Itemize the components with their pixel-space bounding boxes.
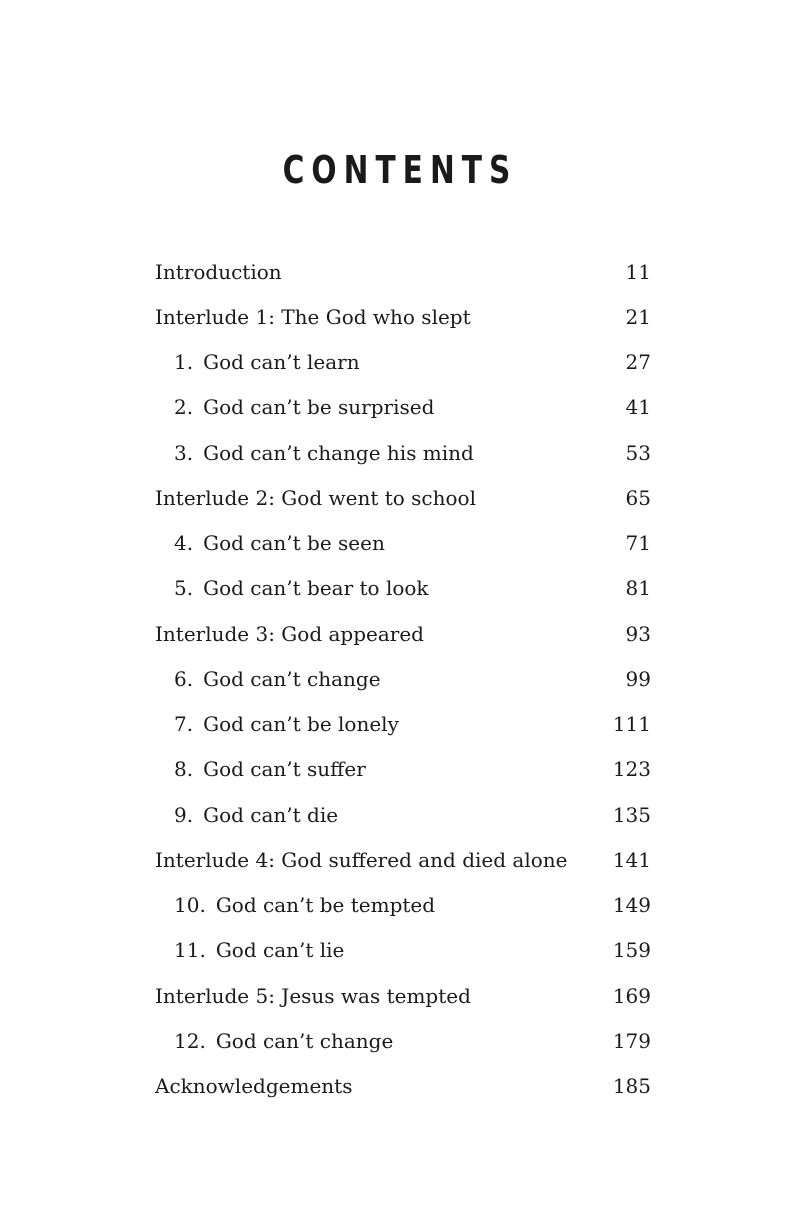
table-of-contents [155, 249, 651, 1109]
page-number: 11 [625, 259, 651, 284]
toc-entry-title [155, 1029, 393, 1053]
page-number: 111 [612, 712, 651, 737]
page-number: 81 [625, 576, 651, 601]
toc-entry-title [155, 667, 381, 691]
toc-section-entry [155, 837, 651, 882]
toc-entry-title [155, 893, 435, 917]
page-number: 53 [625, 440, 651, 465]
toc-entry-label: God can’t change his mind [203, 440, 474, 465]
toc-entry-title [155, 576, 429, 600]
toc-entry-title [155, 622, 424, 646]
toc-entry-label: God can’t bear to look [203, 576, 429, 601]
page-number: 41 [625, 395, 651, 420]
toc-entry-label: God can’t die [203, 802, 339, 827]
toc-entry-title [155, 486, 476, 510]
toc-chapter-entry [155, 430, 651, 475]
toc-entry-label: God can’t change [215, 1028, 394, 1053]
chapter-number: 3. [174, 440, 194, 465]
page-number: 93 [625, 621, 651, 646]
chapter-number: 9. [174, 802, 194, 827]
toc-section-entry [155, 611, 651, 656]
toc-section-entry [155, 249, 651, 294]
toc-chapter-entry [155, 340, 651, 385]
chapter-number: 8. [174, 757, 194, 782]
page-number: 21 [625, 304, 651, 329]
chapter-number: 5. [174, 576, 194, 601]
toc-chapter-entry [155, 883, 651, 928]
toc-section-entry [155, 1064, 651, 1109]
toc-entry-title [155, 803, 338, 827]
chapter-number: 7. [174, 712, 194, 737]
toc-entry-label: Introduction [155, 259, 282, 284]
toc-entry-label: Interlude 4: God suffered and died alone [155, 847, 568, 872]
toc-entry-label: God can’t change [203, 666, 381, 691]
chapter-number: 6. [174, 666, 194, 691]
page-number: 179 [612, 1028, 651, 1053]
page-number: 141 [612, 847, 651, 872]
page-number: 27 [625, 350, 651, 375]
toc-entry-label: Interlude 1: The God who slept [155, 304, 471, 329]
toc-chapter-entry [155, 385, 651, 430]
toc-entry-label: God can’t lie [215, 938, 345, 963]
toc-section-entry [155, 973, 651, 1018]
toc-entry-title [155, 395, 434, 419]
chapter-number: 1. [174, 350, 194, 375]
toc-entry-label: Interlude 2: God went to school [155, 485, 476, 510]
page-title: CONTENTS [282, 148, 518, 192]
toc-entry-title [155, 757, 366, 781]
toc-entry-label: Interlude 5: Jesus was tempted [155, 983, 471, 1008]
page-number: 99 [625, 666, 651, 691]
toc-chapter-entry [155, 928, 651, 973]
page-number: 71 [625, 531, 651, 556]
page-number: 65 [625, 485, 651, 510]
chapter-number: 2. [174, 395, 194, 420]
toc-entry-label: God can’t be lonely [203, 712, 399, 737]
toc-entry-title [155, 1074, 352, 1098]
toc-section-entry [155, 294, 651, 339]
toc-entry-title [155, 305, 471, 329]
chapter-number: 4. [174, 531, 194, 556]
toc-entry-title [155, 531, 385, 555]
page-number: 159 [612, 938, 651, 963]
toc-entry-label: Acknowledgements [155, 1074, 353, 1099]
page-number: 185 [612, 1074, 651, 1099]
toc-entry-title [155, 984, 471, 1008]
toc-chapter-entry [155, 656, 651, 701]
page-number: 135 [612, 802, 651, 827]
page-number: 169 [612, 983, 651, 1008]
toc-section-entry [155, 475, 651, 520]
toc-entry-title [155, 712, 399, 736]
toc-entry-title [155, 441, 474, 465]
toc-entry-title [155, 938, 344, 962]
toc-chapter-entry [155, 521, 651, 566]
chapter-number: 12. [174, 1028, 206, 1053]
toc-chapter-entry [155, 792, 651, 837]
toc-entry-label: God can’t be tempted [215, 893, 436, 918]
page-number: 149 [612, 893, 651, 918]
toc-chapter-entry [155, 702, 651, 747]
chapter-number: 10. [174, 893, 206, 918]
toc-entry-label: God can’t suffer [203, 757, 366, 782]
toc-chapter-entry [155, 566, 651, 611]
toc-entry-title [155, 260, 282, 284]
page-number: 123 [612, 757, 651, 782]
toc-entry-title [155, 350, 360, 374]
toc-chapter-entry [155, 747, 651, 792]
toc-entry-label: God can’t be seen [203, 531, 385, 556]
toc-entry-label: Interlude 3: God appeared [155, 621, 424, 646]
toc-entry-label: God can’t be surprised [203, 395, 435, 420]
chapter-number: 11. [174, 938, 206, 963]
toc-entry-title [155, 848, 567, 872]
toc-entry-label: God can’t learn [203, 350, 360, 375]
toc-chapter-entry [155, 1018, 651, 1063]
